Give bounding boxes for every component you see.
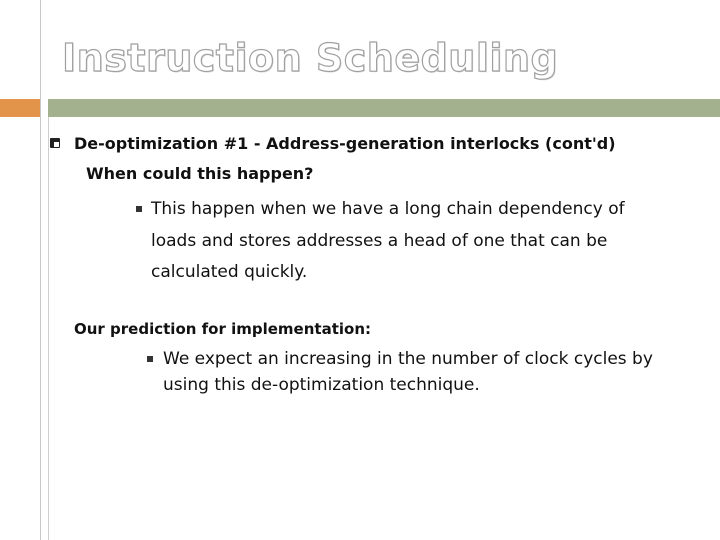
prediction-line-1: We expect an increasing in the number of clock cycles by [163,349,653,369]
answer-line-1: This happen when we have a long chain dependency of [151,199,625,219]
section-heading: De-optimization #1 - Address-generation interlocks (cont'd) [74,134,616,153]
question-text: When could this happen? [86,164,314,183]
answer-line-2: loads and stores addresses a head of one that can be [151,231,608,251]
prediction-heading: Our prediction for implementation: [74,320,371,338]
square-bullet-icon [136,206,142,212]
square-bullet-icon [147,356,153,362]
left-divider-line [40,0,41,540]
answer-line-3: calculated quickly. [151,262,308,282]
right-divider-line [48,117,49,540]
checkbox-bullet-icon [50,138,60,148]
accent-bar-orange [0,99,40,117]
slide-title: Instruction Scheduling [62,36,559,80]
accent-bar-green [48,99,720,117]
prediction-line-2: using this de-optimization technique. [163,375,480,395]
